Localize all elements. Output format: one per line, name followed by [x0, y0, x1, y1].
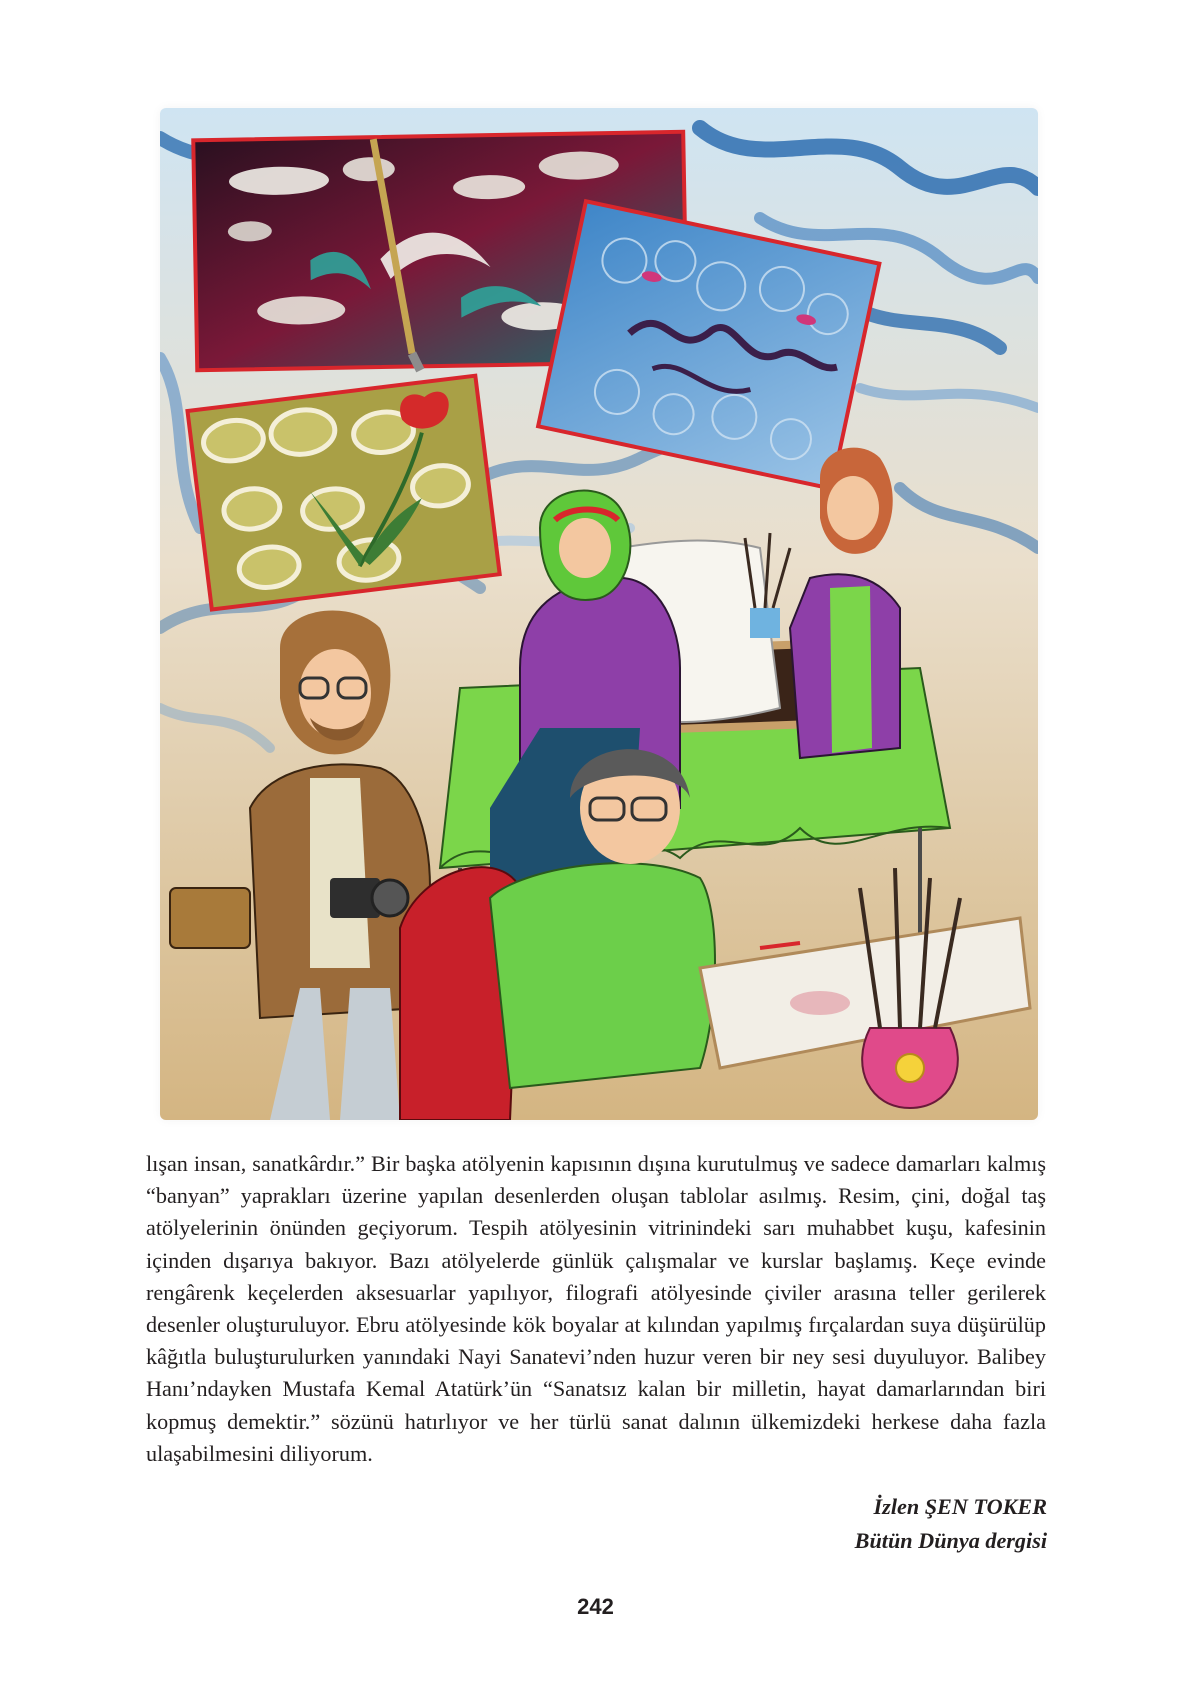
article-body — [146, 1148, 1046, 1470]
illustration-canvas — [160, 108, 1038, 1120]
author-name: İzlen ŞEN TOKER — [873, 1494, 1047, 1519]
page-number: 242 — [577, 1594, 614, 1619]
article-paragraph: lışan insan, sanatkârdır.” Bir başka atölyenin kapısının dışına kurutulmuş ve sadece damarları kalmış “banyan” yaprakları üzerine yapılan desenlerden oluşan tablolar asılmış. Resim, çini, doğal taş atölyelerinin önünden geçiyorum. Tespih atölyesinin vitrinindeki sarı muhabbet kuşu, kafesinin içinden dışarıya bakıyor. Bazı atölyelerde günlük çalışmalar ve kurslar başlamış. Keçe evinde rengârenk keçelerden aksesuarlar yapılıyor, filografi atölyesinde çiviler arasına teller gerilerek desenler oluşturuluyor. Ebru atölyesinde kök boyalar at kılından yapılmış fırçalardan suya düşürülüp kâğıtla buluşturulurken yanındaki Nayi Sanatevi’nden huzur veren bir ney sesi duyuluyor. Balibey Hanı’ndayken Mustafa Kemal Atatürk’ün “Sanatsız kalan bir milletin, hayat damarlarından biri kopmuş demektir.” sözünü hatırlıyor ve her türlü sanat dalının ülkemizdeki herkese daha fazla ulaşabilmesini diliyorum. — [146, 1151, 1046, 1466]
signature-block — [855, 1490, 1047, 1558]
ebru-workshop-illustration — [160, 108, 1038, 1120]
tulip-ebru-photo — [187, 376, 499, 610]
source-name: Bütün Dünya dergisi — [854, 1528, 1047, 1553]
